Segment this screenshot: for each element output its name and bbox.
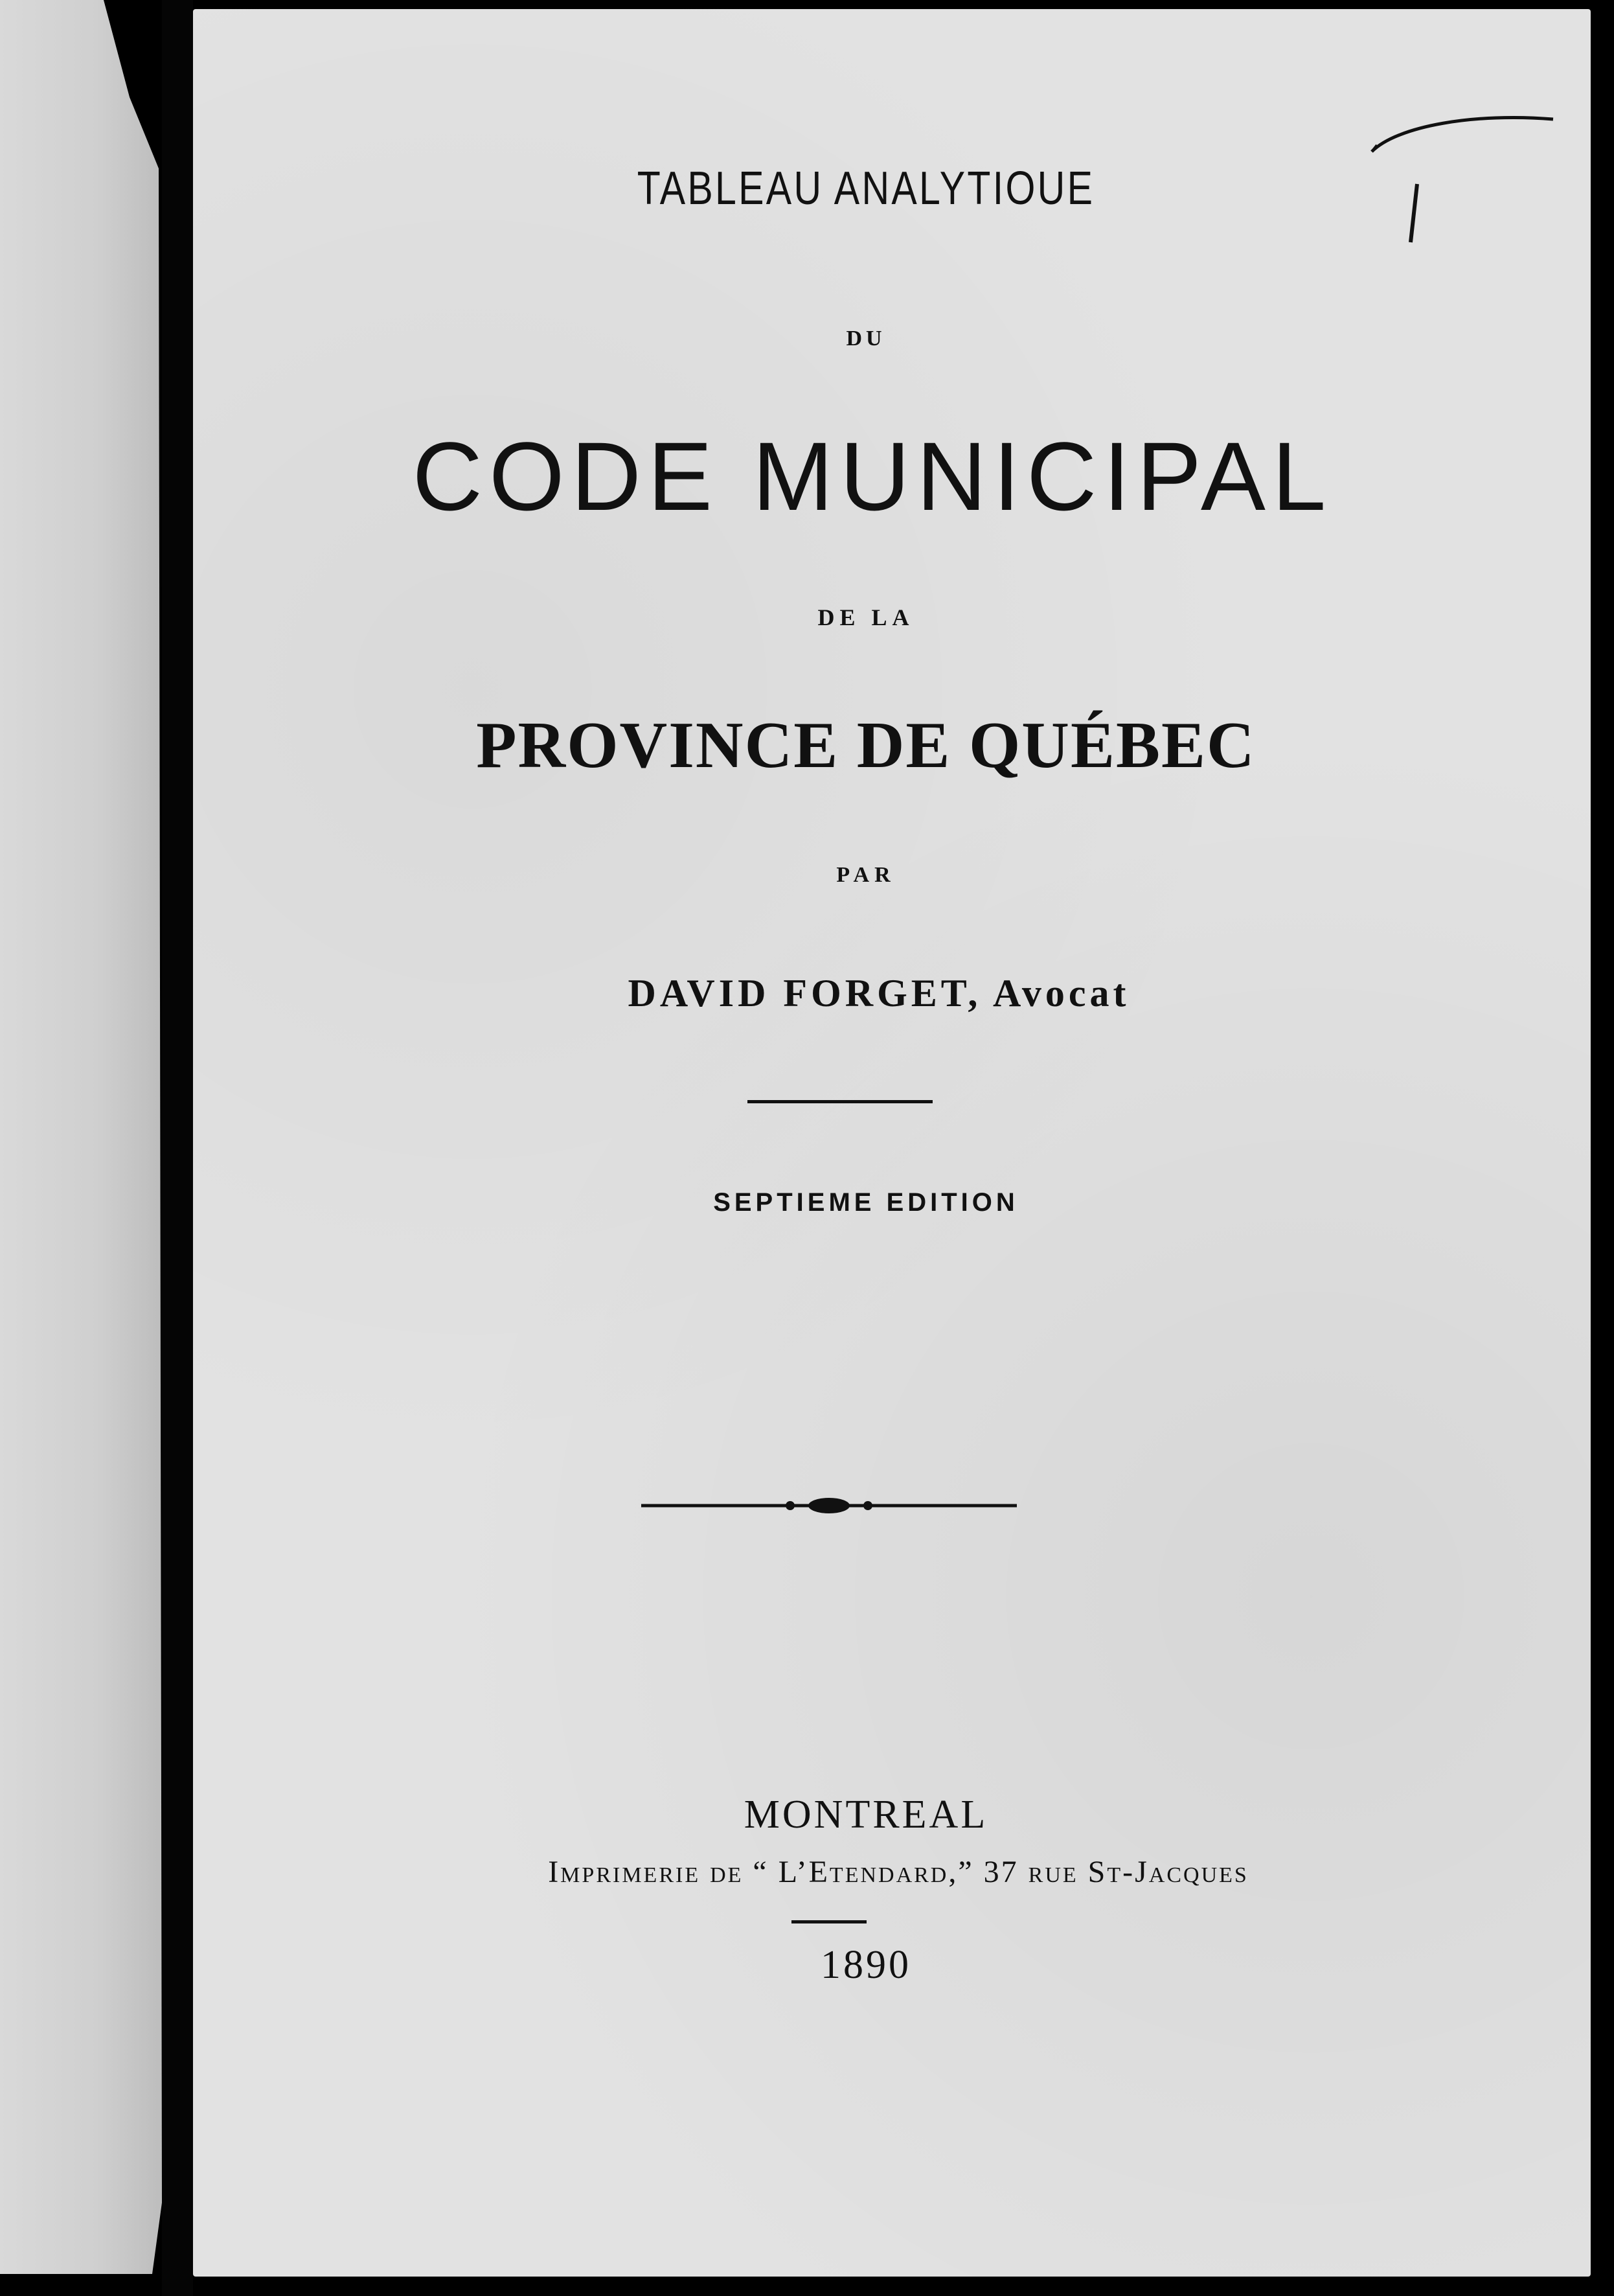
year: 1890 xyxy=(821,1943,911,1987)
title-page xyxy=(193,9,1591,2277)
main-title: CODE MUNICIPAL xyxy=(412,422,1333,531)
city: MONTREAL xyxy=(744,1793,988,1837)
heading: TABLEAU ANALYTIOUE xyxy=(637,163,1095,214)
printer: Imprimerie de “ L’Etendard,” 37 rue St-Jacques xyxy=(548,1855,1249,1889)
connector-dela: DE LA xyxy=(817,604,915,630)
connector-du: DU xyxy=(846,327,886,350)
connector-par: PAR xyxy=(836,863,896,887)
subtitle: PROVINCE DE QUÉBEC xyxy=(476,709,1256,782)
author: DAVID FORGET, Avocat xyxy=(628,972,1130,1015)
ornament-divider xyxy=(641,1493,1017,1519)
small-divider-rule xyxy=(791,1920,867,1923)
left-page-edge xyxy=(0,0,162,2274)
divider-rule xyxy=(747,1100,933,1103)
edition: SEPTIEME EDITION xyxy=(713,1188,1019,1217)
